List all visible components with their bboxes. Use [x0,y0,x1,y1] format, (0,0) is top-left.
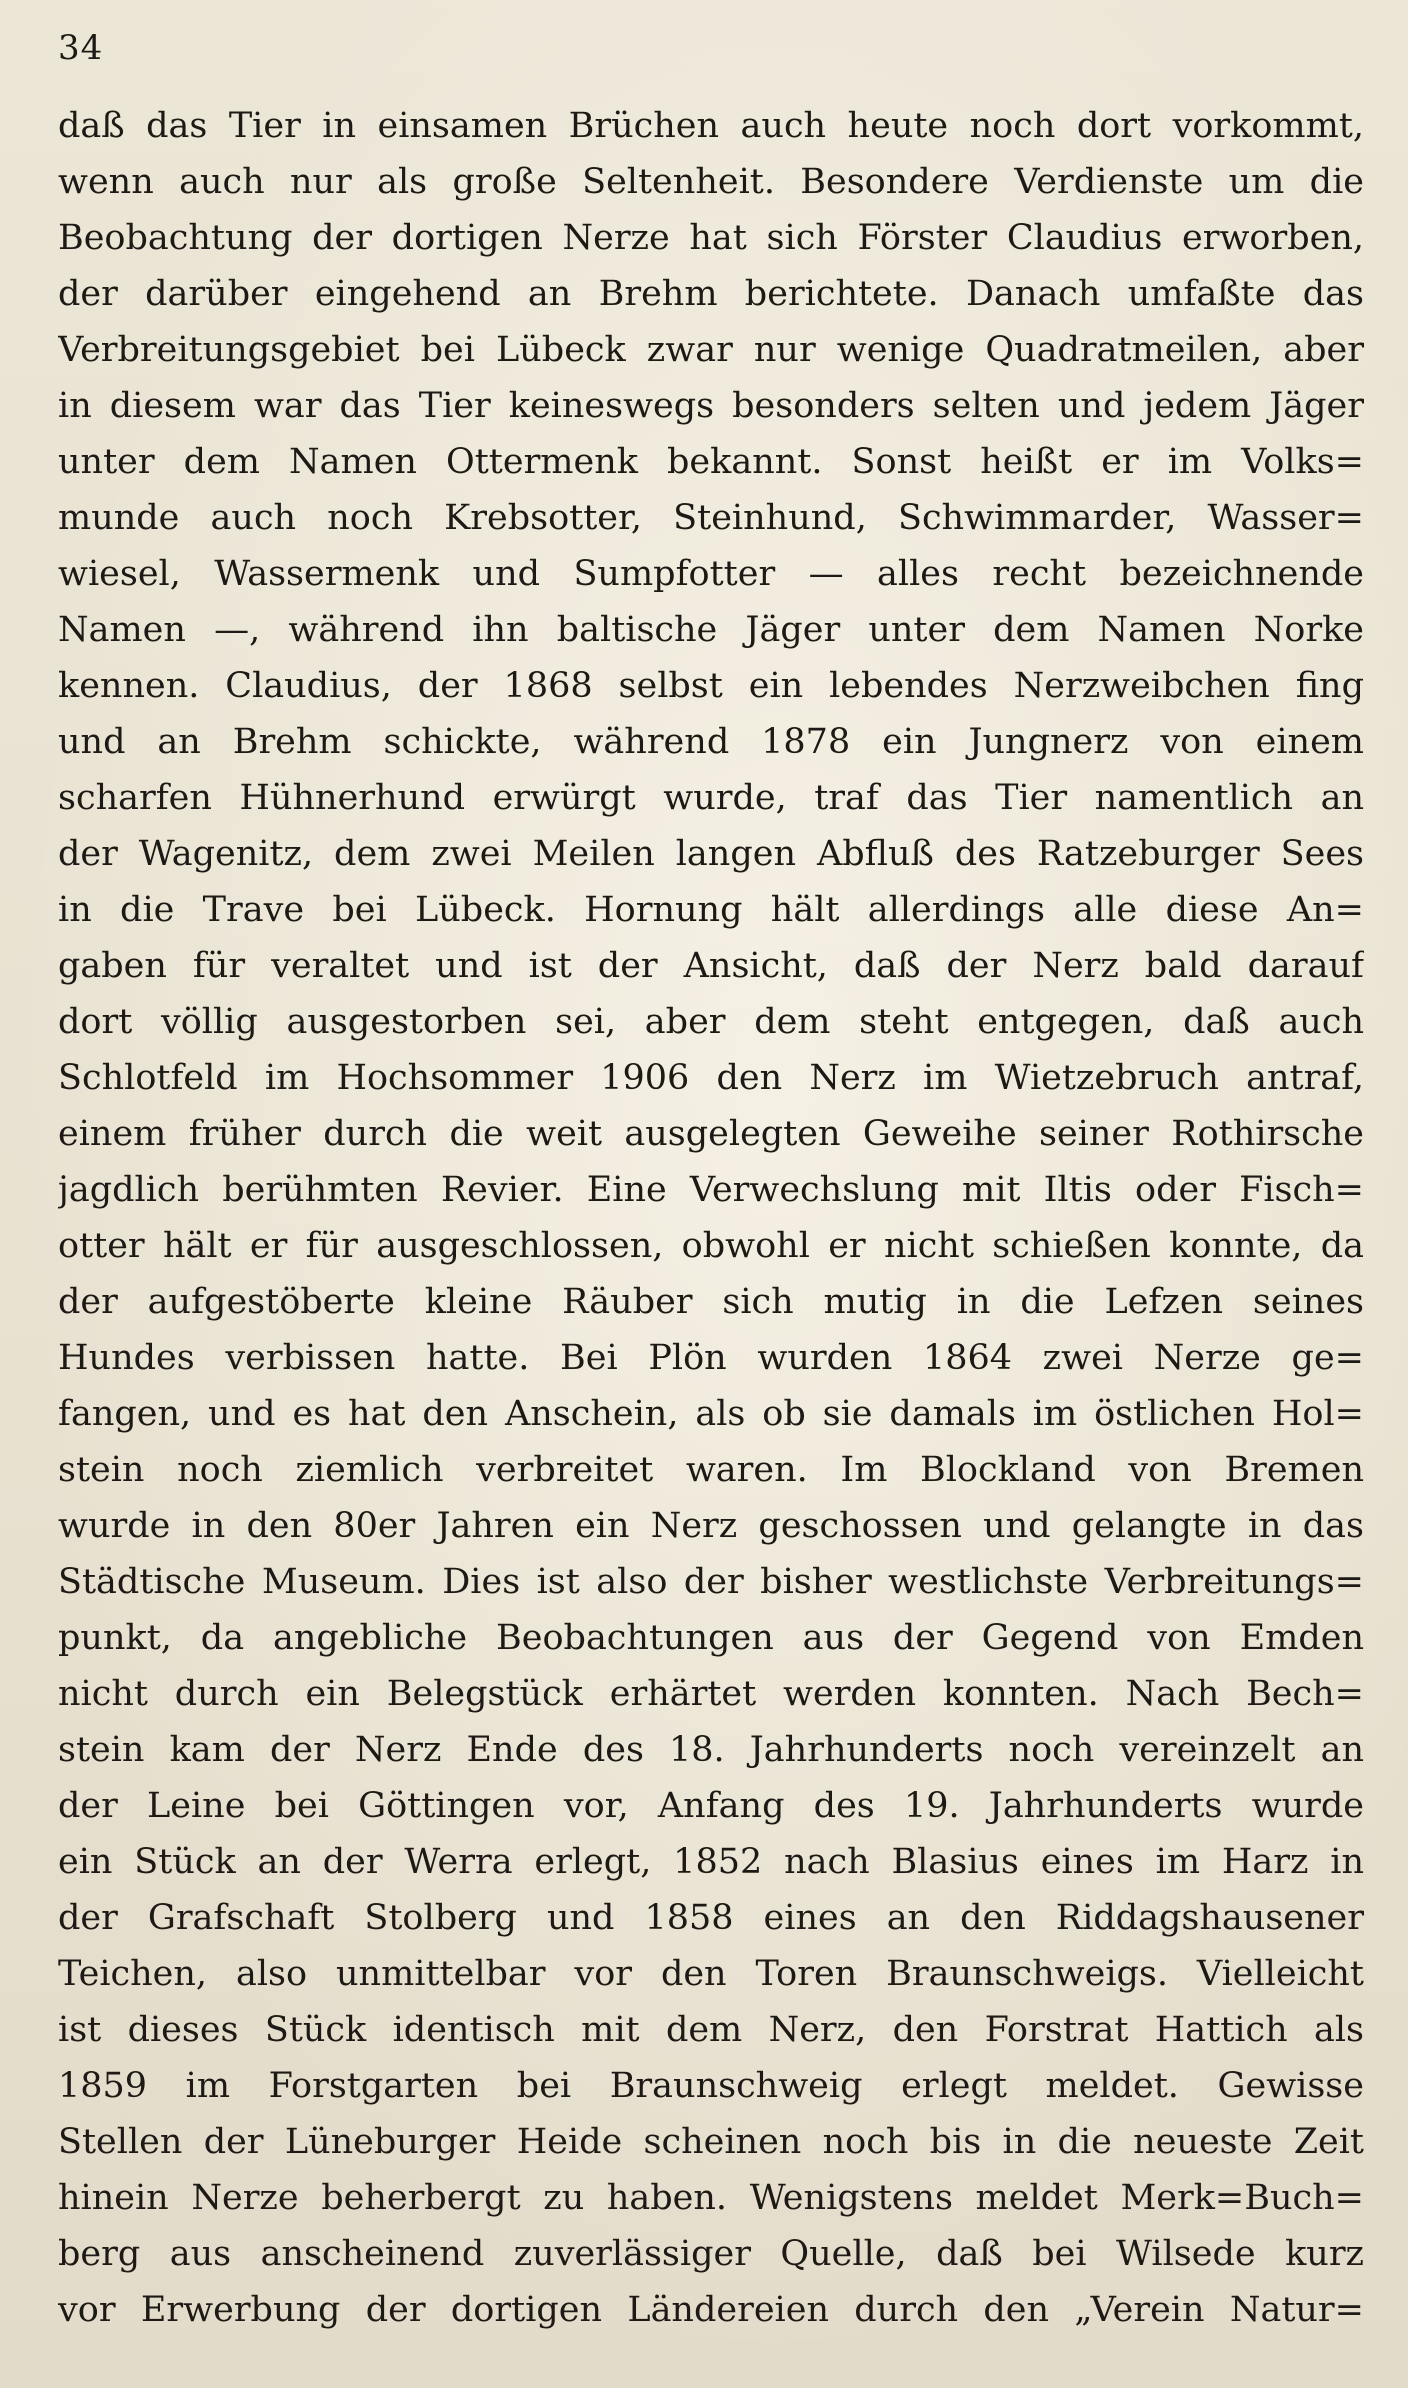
text-line: Teichen, also unmittelbar vor den Toren Braunschweigs. Vielleicht [58,1954,1364,1994]
text-line: gaben für veraltet und ist der Ansicht, daß der Nerz bald darauf [58,946,1364,986]
text-line: wurde in den 80er Jahren ein Nerz geschossen und gelangte in das [58,1506,1364,1546]
text-line: berg aus anscheinend zuverlässiger Quelle, daß bei Wilsede kurz [58,2234,1364,2274]
text-line: Stellen der Lüneburger Heide scheinen noch bis in die neueste Zeit [58,2122,1364,2162]
text-line: 1859 im Forstgarten bei Braunschweig erlegt meldet. Gewisse [58,2066,1364,2106]
text-line: in die Trave bei Lübeck. Hornung hält allerdings alle diese An= [58,890,1364,930]
text-line: der aufgestöberte kleine Räuber sich mutig in die Lefzen seines [58,1282,1364,1322]
text-line: wenn auch nur als große Seltenheit. Besondere Verdienste um die [58,162,1364,202]
text-line: Namen —, während ihn baltische Jäger unter dem Namen Norke [58,610,1364,650]
body-text [58,98,1364,2338]
text-line: scharfen Hühnerhund erwürgt wurde, traf das Tier namentlich an [58,778,1364,818]
text-line: dort völlig ausgestorben sei, aber dem steht entgegen, daß auch [58,1002,1364,1042]
page-number: 34 [58,28,104,68]
text-line: daß das Tier in einsamen Brüchen auch heute noch dort vorkommt, [58,106,1364,146]
text-line: unter dem Namen Ottermenk bekannt. Sonst heißt er im Volks= [58,442,1364,482]
text-line: wiesel, Wassermenk und Sumpfotter — alles recht bezeichnende [58,554,1364,594]
text-line: und an Brehm schickte, während 1878 ein Jungnerz von einem [58,722,1364,762]
text-line: der darüber eingehend an Brehm berichtete. Danach umfaßte das [58,274,1364,314]
text-line: stein noch ziemlich verbreitet waren. Im Blockland von Bremen [58,1450,1364,1490]
text-line: Hundes verbissen hatte. Bei Plön wurden 1864 zwei Nerze ge= [58,1338,1364,1378]
text-line: punkt, da angebliche Beobachtungen aus der Gegend von Emden [58,1618,1364,1658]
text-line: kennen. Claudius, der 1868 selbst ein lebendes Nerzweibchen fing [58,666,1364,706]
text-line: der Grafschaft Stolberg und 1858 eines an den Riddagshausener [58,1898,1364,1938]
text-line: ist dieses Stück identisch mit dem Nerz, den Forstrat Hattich als [58,2010,1364,2050]
text-line: Schlotfeld im Hochsommer 1906 den Nerz im Wietzebruch antraf, [58,1058,1364,1098]
text-line: Beobachtung der dortigen Nerze hat sich Förster Claudius erworben, [58,218,1364,258]
text-line: Verbreitungsgebiet bei Lübeck zwar nur wenige Quadratmeilen, aber [58,330,1364,370]
text-line: der Wagenitz, dem zwei Meilen langen Abfluß des Ratzeburger Sees [58,834,1364,874]
text-line: einem früher durch die weit ausgelegten Geweihe seiner Rothirsche [58,1114,1364,1154]
text-line: fangen, und es hat den Anschein, als ob sie damals im östlichen Hol= [58,1394,1364,1434]
text-line: hinein Nerze beherbergt zu haben. Wenigstens meldet Merk=Buch= [58,2178,1364,2218]
text-line: in diesem war das Tier keineswegs besonders selten und jedem Jäger [58,386,1364,426]
text-line: otter hält er für ausgeschlossen, obwohl er nicht schießen konnte, da [58,1226,1364,1266]
text-line: ein Stück an der Werra erlegt, 1852 nach Blasius eines im Harz in [58,1842,1364,1882]
text-line: munde auch noch Krebsotter, Steinhund, Schwimmarder, Wasser= [58,498,1364,538]
text-line: vor Erwerbung der dortigen Ländereien durch den „Verein Natur= [58,2290,1364,2330]
text-line: jagdlich berühmten Revier. Eine Verwechslung mit Iltis oder Fisch= [58,1170,1364,1210]
text-line: Städtische Museum. Dies ist also der bisher westlichste Verbreitungs= [58,1562,1364,1602]
text-line: der Leine bei Göttingen vor, Anfang des 19. Jahrhunderts wurde [58,1786,1364,1826]
text-line: stein kam der Nerz Ende des 18. Jahrhunderts noch vereinzelt an [58,1730,1364,1770]
text-line: nicht durch ein Belegstück erhärtet werden konnten. Nach Bech= [58,1674,1364,1714]
